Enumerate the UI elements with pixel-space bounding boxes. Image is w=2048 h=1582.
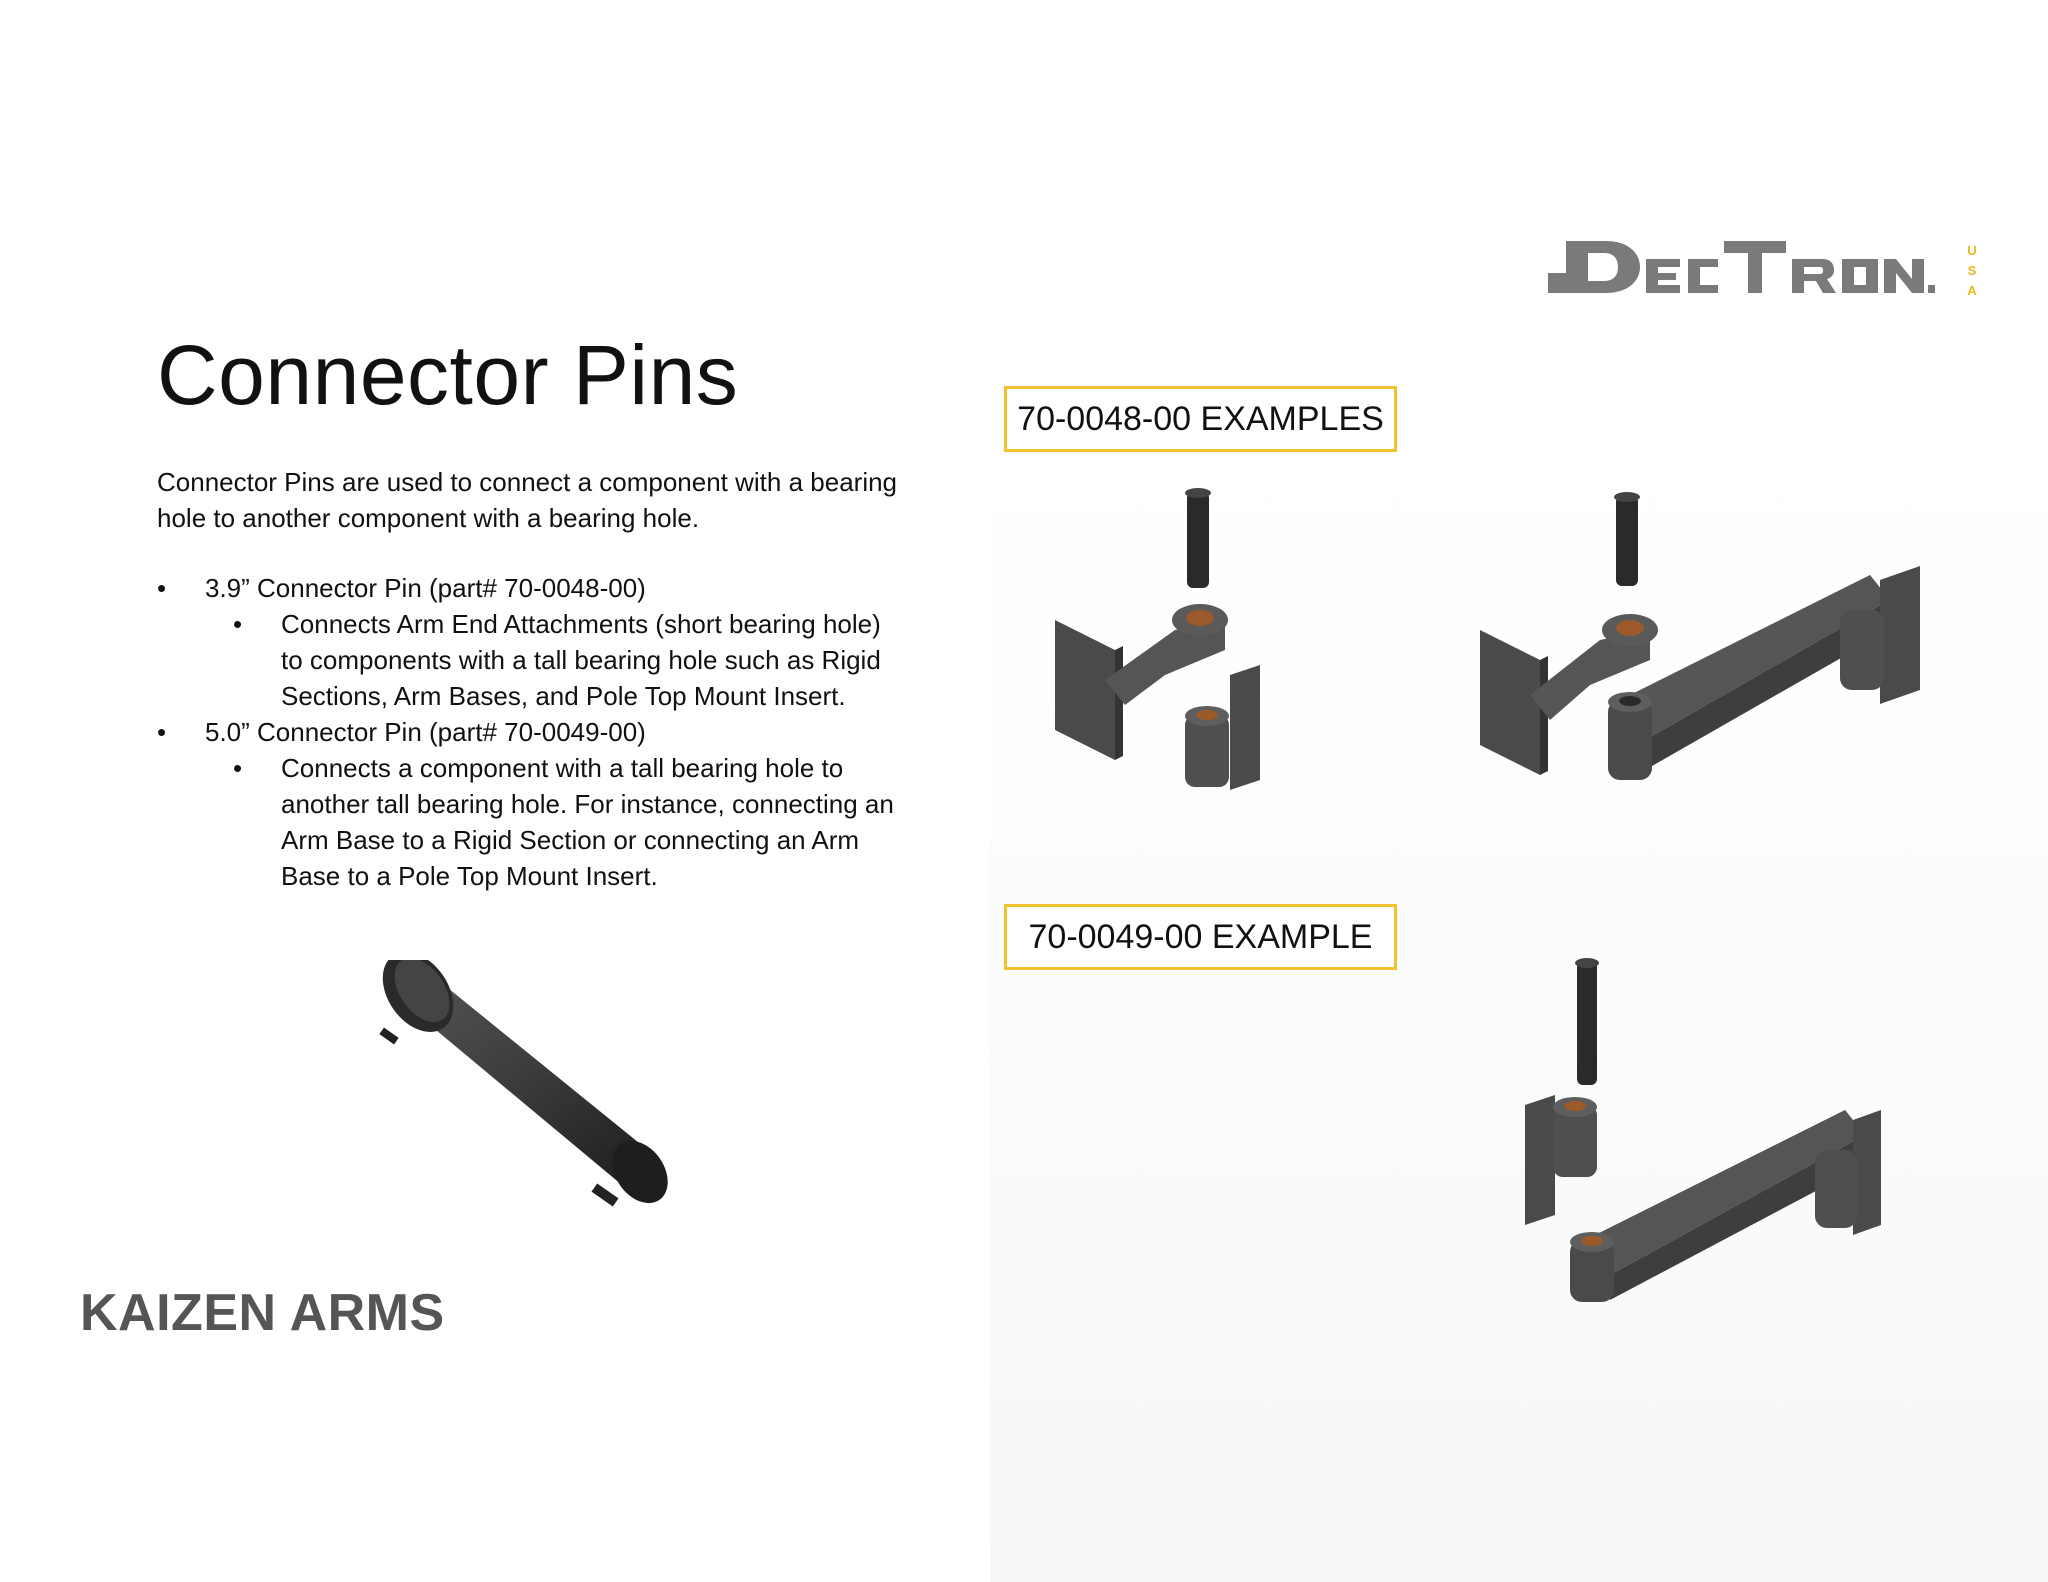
svg-text:A: A [1967,283,1977,298]
bullet-item: • 3.9” Connector Pin (part# 70-0048-00) [157,570,917,606]
svg-text:S: S [1967,263,1977,278]
brand-name: KAIZEN ARMS [80,1284,445,1342]
svg-text:U: U [1967,243,1977,258]
sub-bullet-item: • Connects Arm End Attachments (short bearing hole) to components with a tall bearing hole such as Rigid Sections, Arm Bases, and Pole Top Mount Insert. [157,606,917,714]
bullet-list [157,570,917,894]
intro-paragraph: Connector Pins are used to connect a component with a bearing hole to another component with a bearing hole. [157,467,898,533]
callout-label: 70-0049-00 EXAMPLE [1004,904,1397,970]
bullet-item: • 5.0” Connector Pin (part# 70-0049-00) [157,714,917,750]
connector-pin-image [360,960,680,1230]
sub-bullet-item: • Connects a component with a tall bearing hole to another tall bearing hole. For instance, connecting an Arm Base to a Rigid Section or connecting an Arm Base to a Pole Top Mount Insert. [157,750,917,894]
example-image [1470,490,1940,820]
callout-label: 70-0048-00 EXAMPLES [1004,386,1397,452]
example-image [1045,480,1345,800]
page-title: Connector Pins [157,328,739,422]
dectron-logo [1548,235,1988,305]
example-image [1515,955,1915,1315]
